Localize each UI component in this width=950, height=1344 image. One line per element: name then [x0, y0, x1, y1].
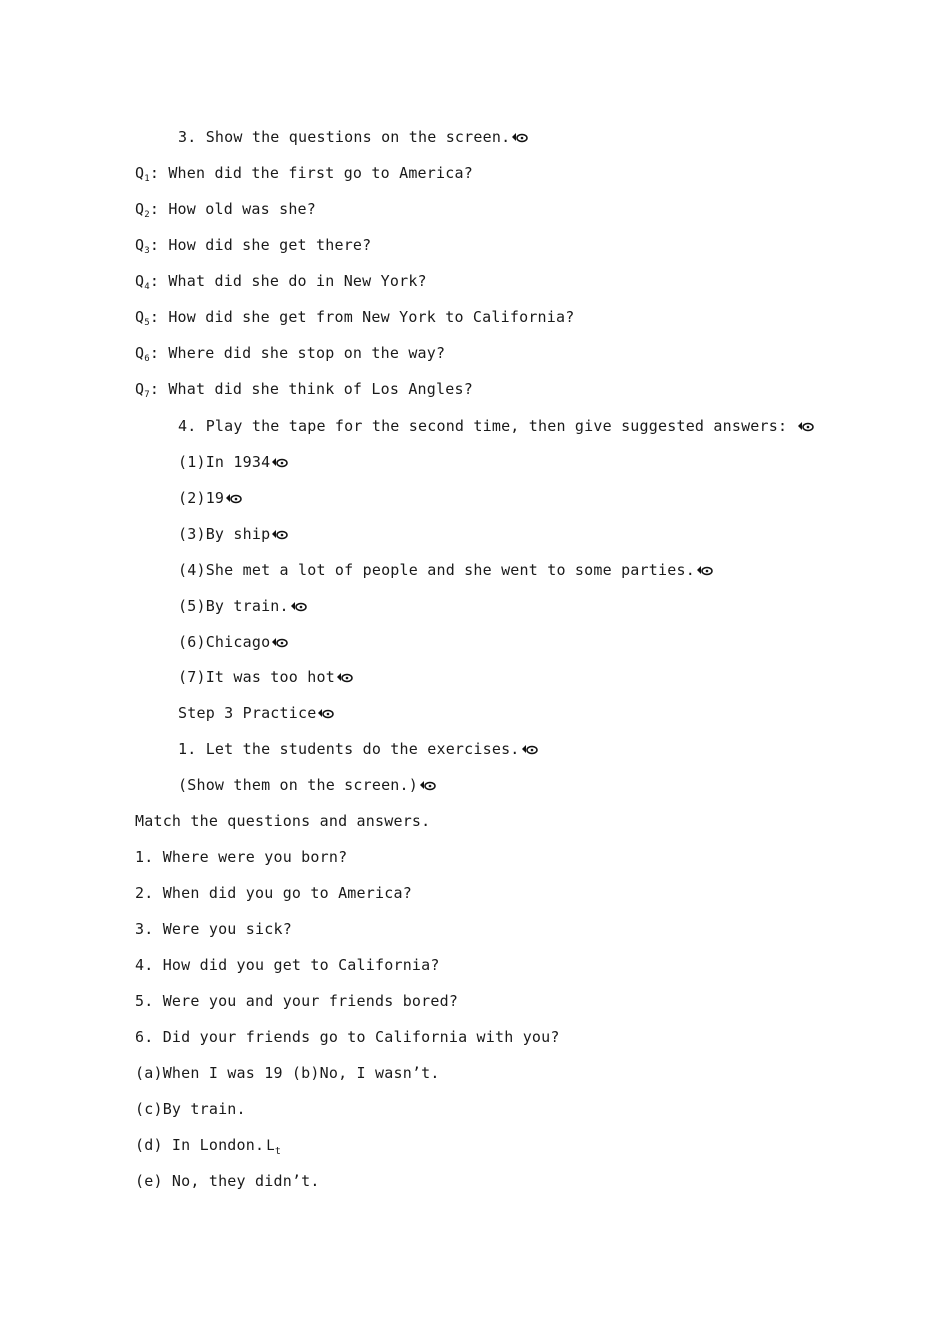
edit-mark-icon — [521, 743, 539, 755]
match-question-1: 1. Where were you born? — [135, 848, 348, 866]
edit-mark-icon — [271, 528, 289, 540]
edit-mark-icon — [290, 600, 308, 612]
edit-mark-icon — [419, 779, 437, 791]
answer-4: (4)She met a lot of people and she went to some parties. — [178, 560, 714, 580]
answer-2: (2)19 — [178, 488, 243, 508]
edit-mark-icon — [225, 492, 243, 504]
question-1: $Q_1$: When did the first go to America? — [135, 164, 473, 184]
edit-mark-icon — [696, 564, 714, 576]
step3-note: (Show them on the screen.) — [178, 775, 437, 795]
edit-mark-icon — [797, 420, 815, 432]
match-question-4: 4. How did you get to California? — [135, 956, 440, 974]
step2-item3: 3. Show the questions on the screen. — [178, 127, 529, 147]
edit-mark-icon — [271, 456, 289, 468]
answer-3: (3)By ship — [178, 524, 289, 544]
answer-5: (5)By train. — [178, 596, 308, 616]
match-question-3: 3. Were you sick? — [135, 920, 292, 938]
question-3: $Q_3$: How did she get there? — [135, 236, 372, 256]
question-2: $Q_2$: How old was she? — [135, 200, 317, 220]
question-4: $Q_4$: What did she do in New York? — [135, 272, 427, 292]
lt-mark: $L_t$ — [266, 1138, 282, 1157]
step3-item1: 1. Let the students do the exercises. — [178, 739, 539, 759]
match-question-2: 2. When did you go to America? — [135, 884, 412, 902]
edit-mark-icon — [317, 707, 335, 719]
step2-item4: 4. Play the tape for the second time, then give suggested answers: — [178, 416, 815, 436]
answer-6: (6)Chicago — [178, 632, 289, 652]
step3-heading: Step 3 Practice — [178, 703, 335, 723]
answer-7: (7)It was too hot — [178, 667, 354, 687]
match-answer-c: (c)By train. — [135, 1100, 246, 1118]
edit-mark-icon — [271, 636, 289, 648]
question-7: $Q_7$: What did she think of Los Angles? — [135, 380, 473, 400]
match-question-5: 5. Were you and your friends bored? — [135, 992, 459, 1010]
match-answer-e: (e) No, they didn’t. — [135, 1172, 320, 1190]
match-question-6: 6. Did your friends go to California with you? — [135, 1028, 560, 1046]
match-heading: Match the questions and answers. — [135, 812, 431, 830]
edit-mark-icon — [336, 671, 354, 683]
match-answer-d: (d) In London. $L_t$ — [135, 1136, 282, 1157]
answer-1: (1)In 1934 — [178, 452, 289, 472]
edit-mark-icon — [511, 131, 529, 143]
question-6: $Q_6$: Where did she stop on the way? — [135, 344, 446, 364]
match-answer-a-b: (a)When I was 19 (b)No, I wasn’t. — [135, 1064, 440, 1082]
question-5: $Q_5$: How did she get from New York to California? — [135, 308, 575, 328]
